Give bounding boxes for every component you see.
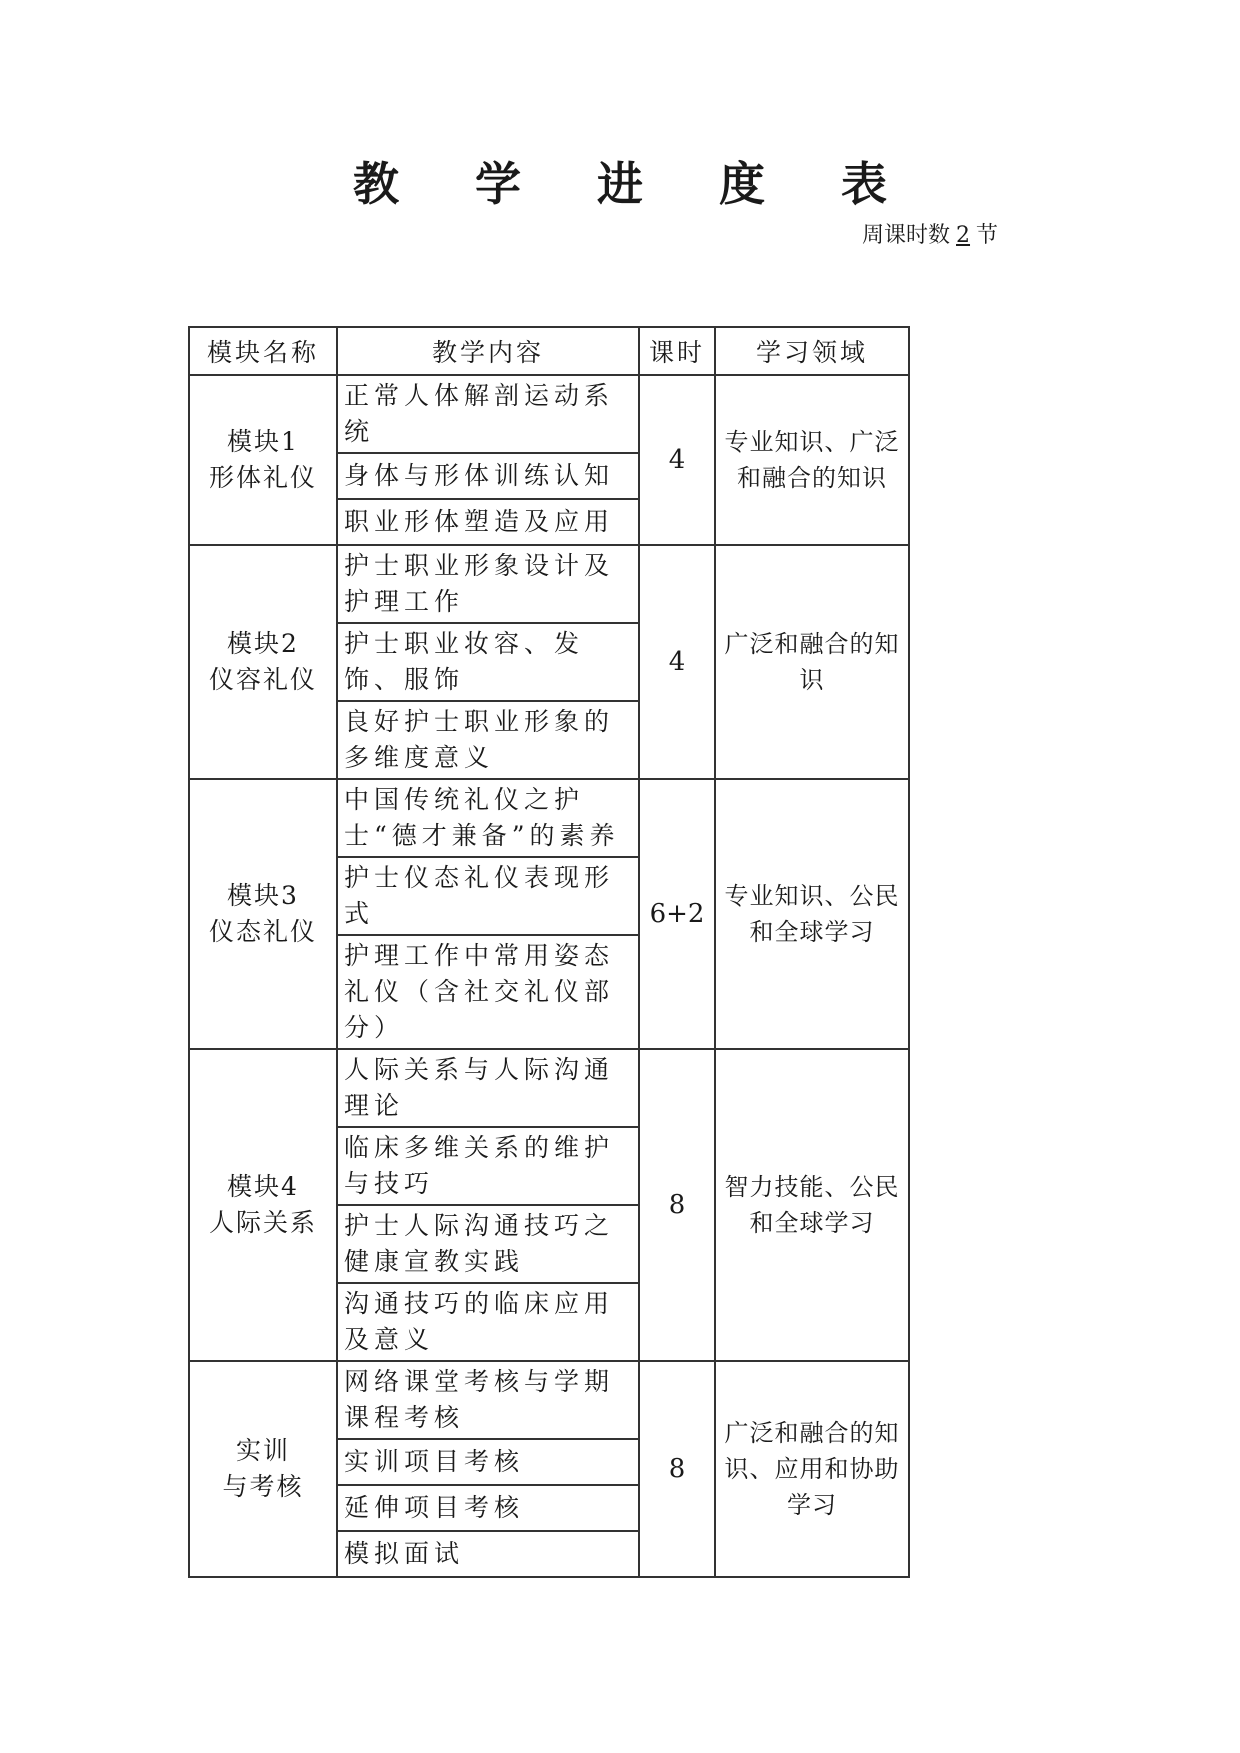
- content-cell: 网络课堂考核与学期课程考核: [337, 1361, 639, 1439]
- module-cell: [189, 779, 337, 1049]
- module-cell: [189, 1361, 337, 1577]
- hours-cell: 4: [639, 545, 715, 779]
- content-cell: 人际关系与人际沟通理论: [337, 1049, 639, 1127]
- module-name: 模块4: [227, 1172, 299, 1201]
- content-cell: 身体与形体训练认知: [337, 453, 639, 499]
- module-name: 模块1: [227, 427, 299, 456]
- content-cell: 延伸项目考核: [337, 1485, 639, 1531]
- schedule-table: [188, 326, 910, 1578]
- table-row: [189, 1049, 909, 1127]
- table-row: [189, 1361, 909, 1439]
- module-subtitle: 人际关系: [208, 1208, 317, 1237]
- header-row: [189, 327, 909, 375]
- module-subtitle: 仪容礼仪: [208, 665, 317, 694]
- content-cell: 模拟面试: [337, 1531, 639, 1577]
- content-cell: 临床多维关系的维护与技巧: [337, 1127, 639, 1205]
- weekly-hours-label: 周课时数: [862, 223, 951, 248]
- content-cell: 沟通技巧的临床应用及意义: [337, 1283, 639, 1361]
- content-cell: 正常人体解剖运动系统: [337, 375, 639, 453]
- module-subtitle: 仪态礼仪: [208, 917, 317, 946]
- module-cell: [189, 375, 337, 545]
- header-content: 教学内容: [337, 327, 639, 375]
- hours-cell: 8: [639, 1049, 715, 1361]
- content-cell: 良好护士职业形象的多维度意义: [337, 701, 639, 779]
- area-cell: 智力技能、公民和全球学习: [715, 1049, 909, 1361]
- area-cell: 专业知识、公民和全球学习: [715, 779, 909, 1049]
- module-cell: [189, 545, 337, 779]
- content-cell: 护士职业形象设计及护理工作: [337, 545, 639, 623]
- content-cell: 实训项目考核: [337, 1439, 639, 1485]
- module-name: 模块3: [227, 881, 299, 910]
- content-cell: 护士人际沟通技巧之健康宣教实践: [337, 1205, 639, 1283]
- module-name: 实训: [235, 1436, 290, 1465]
- content-cell: 护士职业妆容、发饰、服饰: [337, 623, 639, 701]
- table-row: [189, 545, 909, 623]
- content-cell: 护士仪态礼仪表现形式: [337, 857, 639, 935]
- area-cell: 专业知识、广泛和融合的知识: [715, 375, 909, 545]
- hours-cell: 6+2: [639, 779, 715, 1049]
- weekly-hours-value: 2: [956, 223, 971, 248]
- module-subtitle: 形体礼仪: [208, 463, 317, 492]
- hours-cell: 4: [639, 375, 715, 545]
- module-cell: [189, 1049, 337, 1361]
- content-cell: 中国传统礼仪之护士“德才兼备”的素养: [337, 779, 639, 857]
- table-row: [189, 779, 909, 857]
- page-title: 教 学 进 度 表: [352, 157, 918, 211]
- hours-cell: 8: [639, 1361, 715, 1577]
- content-cell: 护理工作中常用姿态礼仪（含社交礼仪部分）: [337, 935, 639, 1049]
- module-name: 模块2: [227, 629, 299, 658]
- header-module: 模块名称: [189, 327, 337, 375]
- weekly-hours-unit: 节: [976, 223, 999, 248]
- table-row: [189, 375, 909, 453]
- header-hours: 课时: [639, 327, 715, 375]
- area-cell: 广泛和融合的知识: [715, 545, 909, 779]
- content-cell: 职业形体塑造及应用: [337, 499, 639, 545]
- weekly-hours: [862, 218, 998, 249]
- module-subtitle: 与考核: [222, 1472, 304, 1501]
- header-area: 学习领域: [715, 327, 909, 375]
- area-cell: 广泛和融合的知识、应用和协助学习: [715, 1361, 909, 1577]
